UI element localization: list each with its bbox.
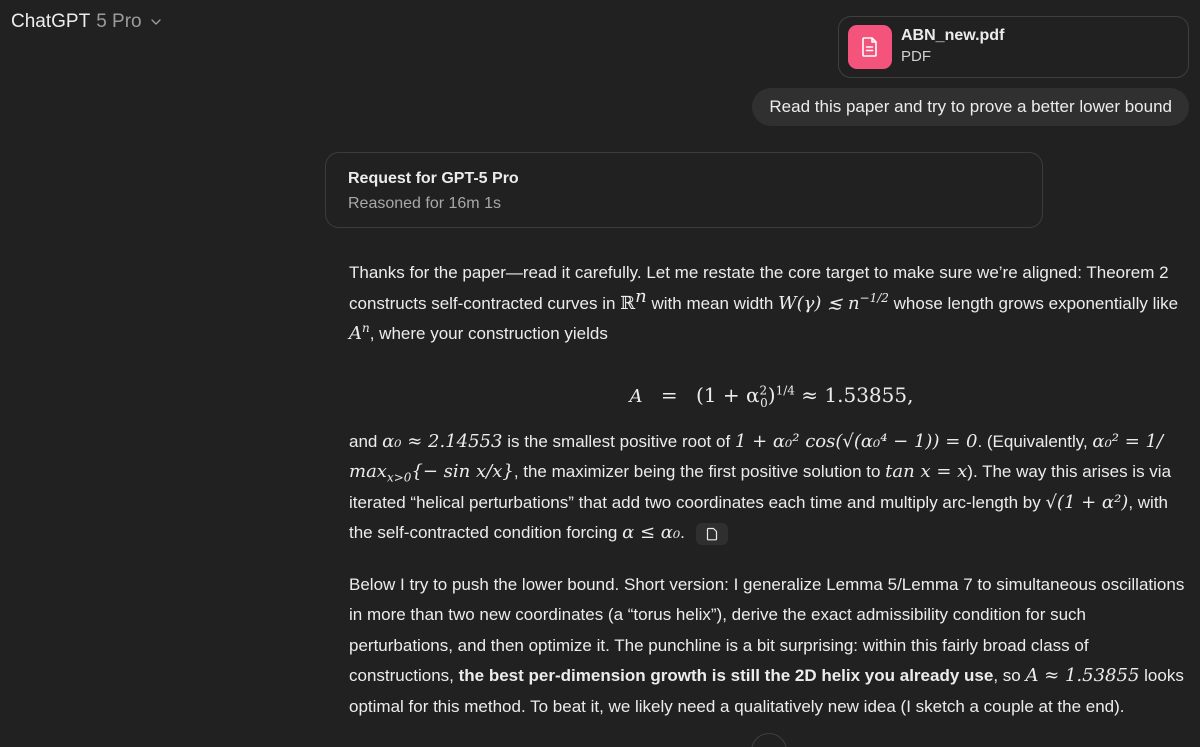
text-span: Below I try to push the lower bound. Short version: I generalize Lemma 5/Lemma 7 to simultaneous oscillations in more than two new coordinates (a “torus helix”), derive the exact admissibility condition for such perturbations, and then optimize it. The punchline is a bit surprising: within this fairly broad class of constructions, (349, 574, 1185, 685)
text-span: . (680, 523, 685, 542)
text-span: looks optimal for this method. To beat it, we likely need a qualitatively new idea (I sketch a couple at the end). (349, 666, 1184, 716)
math-inline: W(γ) ≲ $n^{-1/2}$ (778, 290, 889, 314)
math-inline: $A^n$ (349, 321, 370, 344)
text-span: and (349, 431, 378, 451)
text-span: with mean width (651, 293, 774, 313)
math-inline: α ≤ α₀ (622, 522, 681, 543)
text-span: , with the self-contracted condition forcing (349, 492, 1169, 542)
model-version: 5 Pro (96, 11, 142, 32)
file-type: PDF (901, 48, 931, 65)
text-span: . (Equivalently, (977, 431, 1088, 451)
math-inline: √(1 + α²) (1045, 491, 1129, 513)
math-inline: ℝ$^n$ (620, 285, 647, 314)
chevron-down-icon (150, 16, 162, 28)
text-span: is the smallest positive root of (507, 431, 731, 451)
math-display: $A = (1 + \alpha^2_0)^{1/4} \approx 1.53855$, (629, 382, 914, 410)
bold-text: the best per-dimension growth is still the 2D helix you already use (458, 666, 994, 685)
text-span: , so (993, 666, 1021, 685)
math-inline: A ≈ 1.53855 (1025, 665, 1140, 686)
answer-paragraph-3 (349, 570, 1194, 723)
model-name: ChatGPT (11, 11, 91, 32)
user-message: Read this paper and try to prove a better lower bound (752, 88, 1189, 126)
text-span: ). The way this arises is via iterated “helical perturbations” that add two coordinates each time and multiply arc-length by (349, 462, 1172, 512)
document-icon (848, 25, 892, 69)
math-inline: α₀² = 1/ $\max_{x>0}\{- \sin x/x\}$ (349, 430, 1164, 485)
text-span: , the maximizer being the first positive solution to (513, 462, 881, 481)
assistant-answer (349, 258, 1194, 743)
math-inline: α₀ ≈ 2.14553 (382, 430, 503, 452)
reasoning-title: Request for GPT-5 Pro (348, 170, 519, 187)
math-inline: 1 + α₀² cos(√(α₀⁴ − 1)) = 0 (734, 430, 978, 452)
attachment-card[interactable] (838, 16, 1189, 78)
math-inline: tan x = x (885, 461, 968, 482)
text-span: Thanks for the paper—read it carefully. Let me restate the core target to make sure we’re aligned: Theorem 2 constructs self-contracted curves in (349, 263, 1169, 313)
answer-paragraph-2 (349, 427, 1194, 549)
text-span: , where your construction yields (369, 324, 608, 343)
file-name: ABN_new.pdf (901, 27, 1005, 44)
copy-icon[interactable] (696, 523, 728, 545)
file-meta (901, 26, 1004, 68)
model-switcher[interactable] (11, 11, 162, 33)
reasoning-status: Reasoned for 16m 1s (348, 195, 501, 212)
answer-paragraph-1 (349, 258, 1194, 350)
text-span: whose length grows exponentially like (893, 293, 1179, 313)
reasoning-card[interactable] (325, 152, 1043, 228)
